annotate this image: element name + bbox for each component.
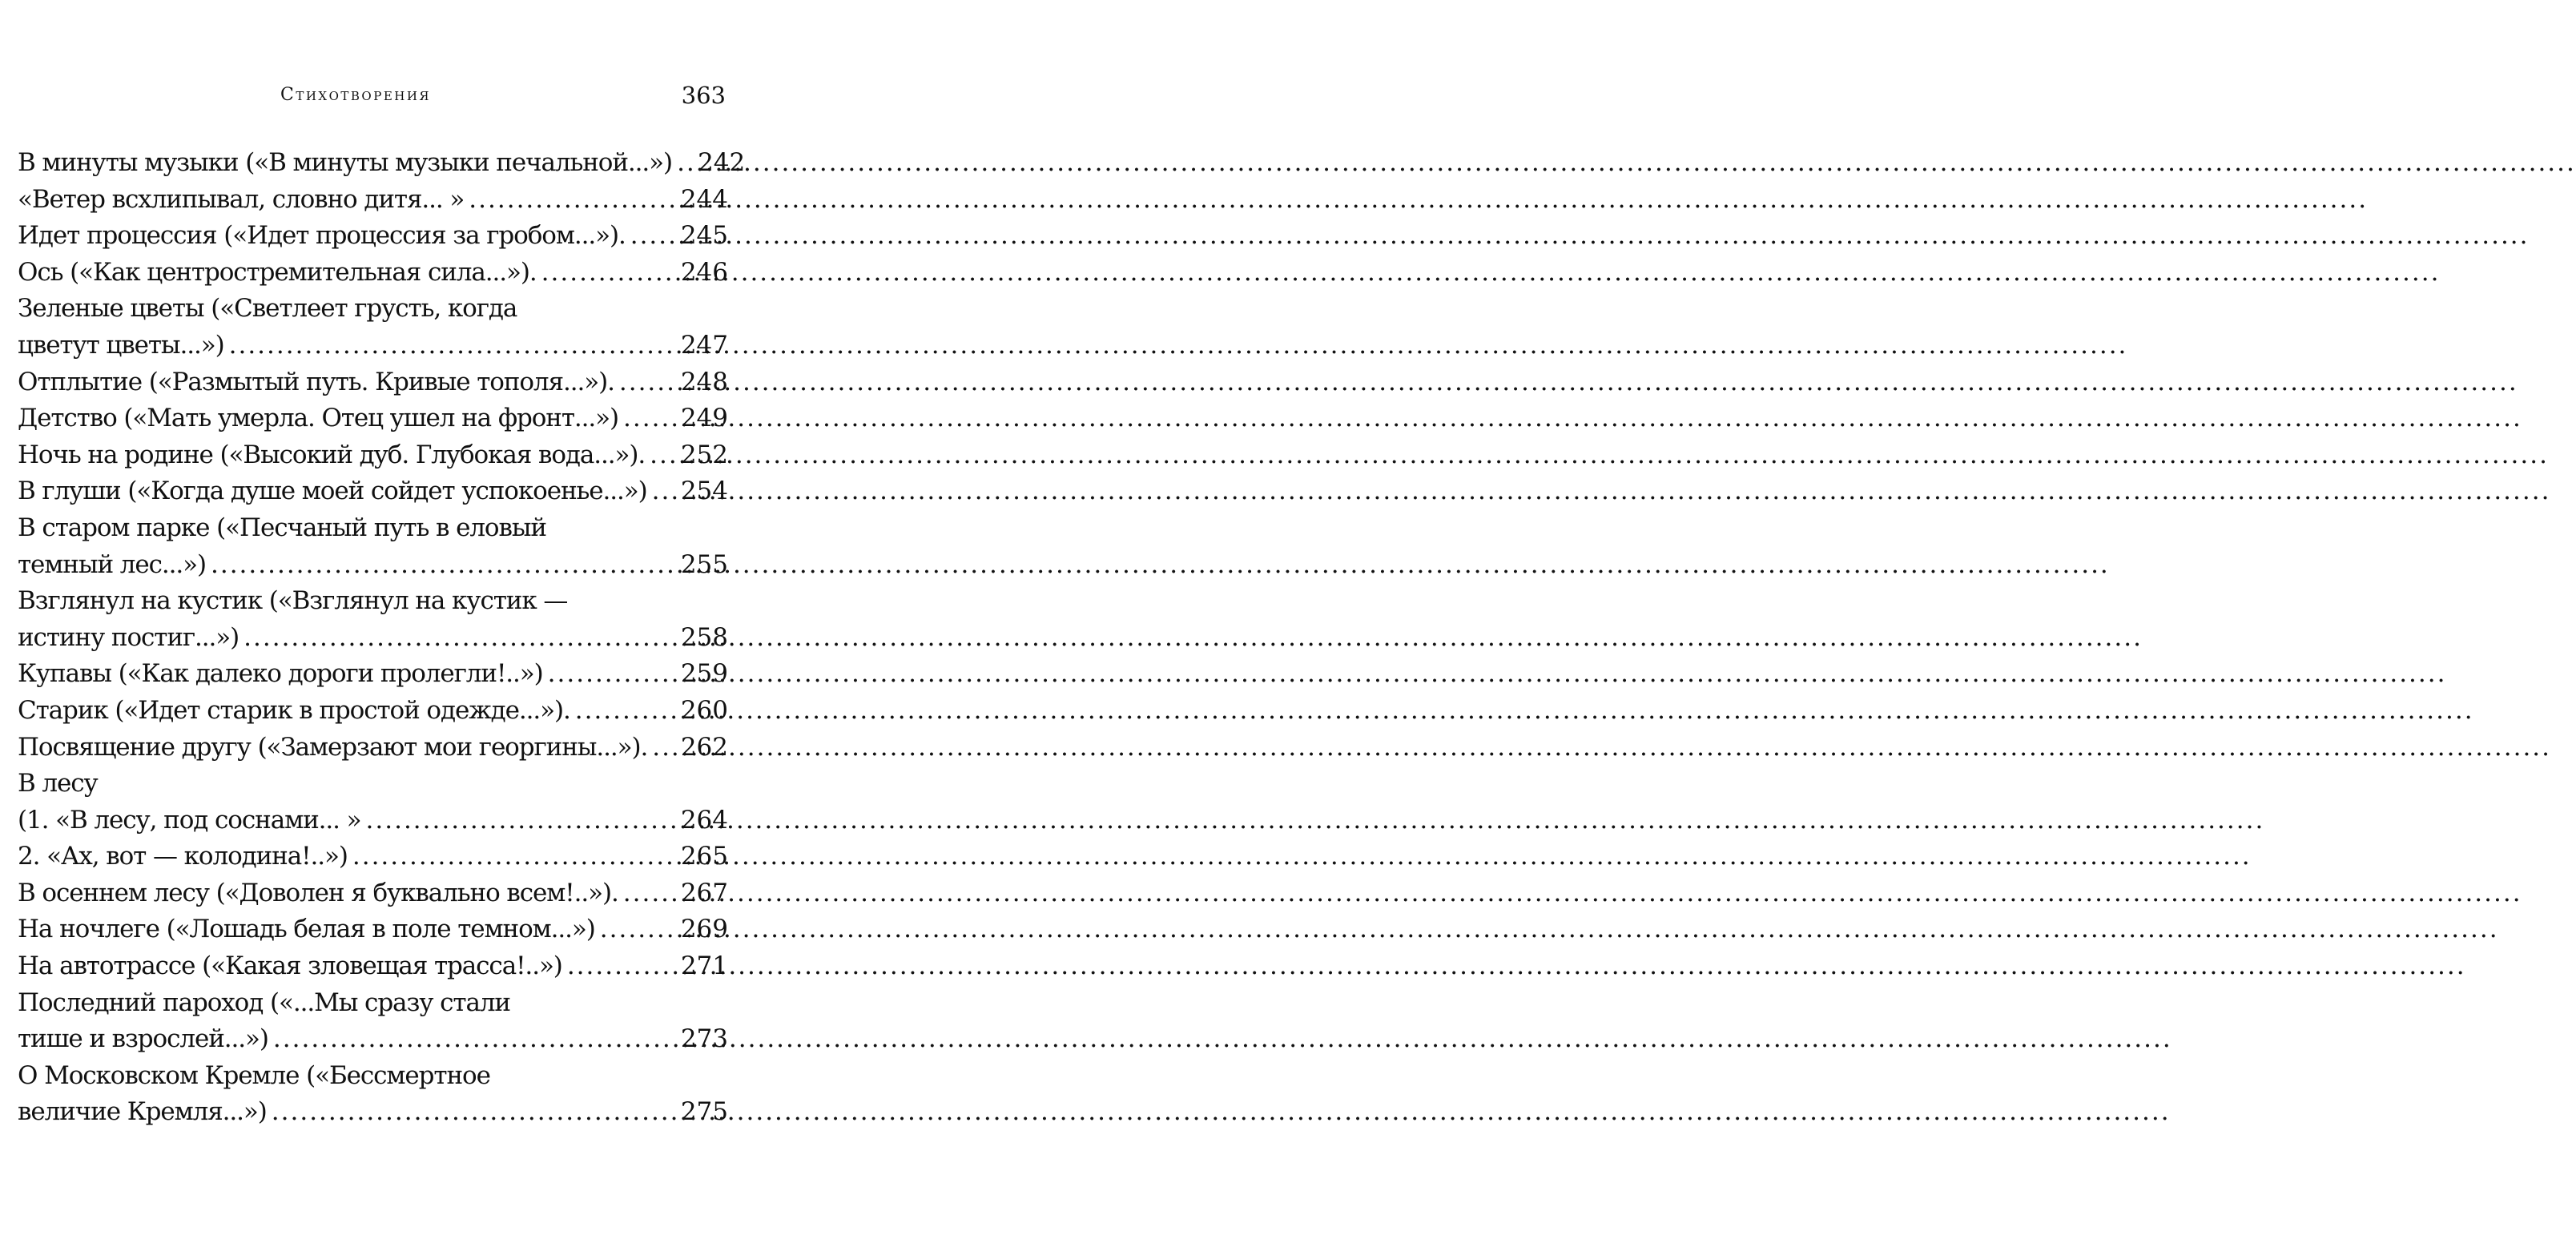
toc-entry bbox=[18, 911, 728, 948]
toc-entry bbox=[18, 218, 728, 255]
toc-entry bbox=[18, 730, 728, 766]
toc-dot-leader bbox=[618, 400, 679, 437]
toc-entry-page: 255 bbox=[680, 549, 728, 579]
toc-entry bbox=[18, 145, 746, 182]
toc-dot-leader bbox=[464, 182, 679, 219]
toc-entry bbox=[18, 328, 728, 364]
running-title: Стихотворения bbox=[280, 85, 432, 105]
toc-dot-leader bbox=[268, 1021, 679, 1058]
toc-dot-leader bbox=[595, 911, 679, 948]
toc-dot-leader bbox=[348, 839, 679, 875]
toc-entry bbox=[18, 620, 728, 657]
toc-entry-page: 247 bbox=[680, 330, 728, 360]
toc-entry-title: Последний пароход («...Мы сразу стали bbox=[18, 988, 510, 1017]
toc-entry-title: Взглянул на кустик («Взглянул на кустик — bbox=[18, 586, 568, 616]
toc-entry-title: Зеленые цветы («Светлеет грусть, когда bbox=[18, 294, 517, 324]
toc-entry bbox=[18, 1021, 728, 1058]
toc-dot-leader bbox=[537, 255, 679, 292]
toc-entry-page: 249 bbox=[680, 404, 728, 433]
book-page bbox=[0, 0, 801, 1239]
toc-entry-title: величие Кремля...») bbox=[18, 1097, 267, 1127]
toc-entry-title: Идет процессия («Идет процессия за гробом...»). bbox=[18, 221, 626, 251]
toc-entry-page: 258 bbox=[680, 622, 728, 652]
toc-entry bbox=[18, 547, 728, 584]
toc-entry-page: 248 bbox=[680, 367, 728, 396]
toc-entry-title: Ночь на родине («Высокий дуб. Глубокая вода...»). bbox=[18, 440, 646, 469]
toc-entry bbox=[18, 291, 728, 328]
toc-entry bbox=[18, 1058, 728, 1095]
toc-dot-leader bbox=[645, 437, 679, 474]
toc-entry bbox=[18, 656, 728, 693]
toc-entry-title: истину постиг...») bbox=[18, 622, 239, 652]
toc-entry-page: 260 bbox=[680, 695, 728, 725]
toc-entry bbox=[18, 583, 728, 620]
toc-entry-title: 2. «Ах, вот — колодина!..») bbox=[18, 842, 348, 871]
toc-dot-leader bbox=[239, 620, 679, 657]
toc-dot-leader bbox=[543, 656, 679, 693]
toc-dot-leader bbox=[618, 875, 679, 912]
toc-entry bbox=[18, 803, 728, 839]
toc-entry-title: На ночлеге («Лошадь белая в поле темном...») bbox=[18, 915, 595, 944]
toc-entry-title: В лесу bbox=[18, 769, 98, 799]
toc-dot-leader bbox=[626, 218, 679, 255]
toc-entry-page: 259 bbox=[680, 659, 728, 689]
toc-entry-title: Посвящение другу («Замерзают мои георгины...»). bbox=[18, 732, 648, 762]
toc-entry-title: О Московском Кремле («Бессмертное bbox=[18, 1060, 490, 1090]
toc-entry bbox=[18, 400, 728, 437]
toc-entry-title: «Ветер всхлипывал, словно дитя... » bbox=[18, 184, 465, 214]
toc-entry-page: 265 bbox=[680, 842, 728, 871]
toc-entry-page: 242 bbox=[698, 148, 746, 177]
toc-entry bbox=[18, 948, 728, 985]
toc-entry bbox=[18, 255, 728, 292]
toc-entry-title: В глуши («Когда душе моей сойдет успокоенье...») bbox=[18, 477, 647, 506]
toc-entry bbox=[18, 182, 728, 219]
toc-entry-title: В осеннем лесу («Доволен я буквально всем!..»). bbox=[18, 878, 618, 907]
toc-dot-leader bbox=[647, 730, 679, 766]
toc-dot-leader bbox=[224, 328, 679, 364]
toc-entry-page: 275 bbox=[680, 1097, 728, 1127]
toc-entry-title: В старом парке («Песчаный путь в еловый bbox=[18, 513, 546, 542]
toc-entry bbox=[18, 473, 728, 510]
toc-entry-title: Старик («Идет старик в простой одежде...»). bbox=[18, 695, 570, 725]
toc-entry-page: 262 bbox=[680, 732, 728, 762]
toc-entry bbox=[18, 510, 728, 547]
running-head bbox=[0, 80, 801, 112]
toc-entry bbox=[18, 437, 728, 474]
toc-dot-leader bbox=[562, 948, 679, 985]
toc-entry bbox=[18, 1094, 728, 1131]
toc-entry-title: В минуты музыки («В минуты музыки печальной...») bbox=[18, 148, 673, 177]
toc-dot-leader bbox=[267, 1094, 679, 1131]
toc-dot-leader bbox=[570, 693, 679, 730]
toc-entry-page: 245 bbox=[680, 221, 728, 251]
toc-dot-leader bbox=[647, 473, 679, 510]
table-of-contents bbox=[18, 145, 746, 1131]
toc-entry-title: Ось («Как центростремительная сила...»). bbox=[18, 257, 537, 287]
toc-dot-leader bbox=[206, 547, 679, 584]
toc-entry bbox=[18, 766, 728, 803]
toc-entry-title: На автотрассе («Какая зловещая трасса!..») bbox=[18, 951, 562, 981]
toc-dot-leader bbox=[614, 364, 679, 401]
toc-entry-title: Детство («Мать умерла. Отец ушел на фронт...») bbox=[18, 404, 619, 433]
toc-entry-page: 271 bbox=[680, 951, 728, 981]
toc-entry bbox=[18, 364, 728, 401]
toc-entry bbox=[18, 693, 728, 730]
toc-dot-leader bbox=[361, 803, 679, 839]
toc-entry-page: 273 bbox=[680, 1024, 728, 1054]
toc-entry-page: 246 bbox=[680, 257, 728, 287]
toc-entry-page: 254 bbox=[680, 477, 728, 506]
page-number: 363 bbox=[681, 82, 726, 109]
toc-entry bbox=[18, 875, 728, 912]
toc-entry-title: тише и взрослей...») bbox=[18, 1024, 268, 1054]
toc-dot-leader bbox=[672, 145, 696, 182]
toc-entry-title: Купавы («Как далеко дороги пролегли!..») bbox=[18, 659, 543, 689]
toc-entry-page: 252 bbox=[680, 440, 728, 469]
toc-entry bbox=[18, 985, 728, 1022]
toc-entry-page: 269 bbox=[680, 915, 728, 944]
toc-entry-page: 244 bbox=[680, 184, 728, 214]
toc-entry-page: 267 bbox=[680, 878, 728, 907]
toc-entry-title: (1. «В лесу, под соснами... » bbox=[18, 805, 361, 835]
toc-entry-page: 264 bbox=[680, 805, 728, 835]
toc-entry-title: Отплытие («Размытый путь. Кривые тополя...»). bbox=[18, 367, 614, 396]
toc-entry-title: цветут цветы...») bbox=[18, 330, 224, 360]
toc-entry-title: темный лес...») bbox=[18, 549, 206, 579]
toc-entry bbox=[18, 839, 728, 875]
